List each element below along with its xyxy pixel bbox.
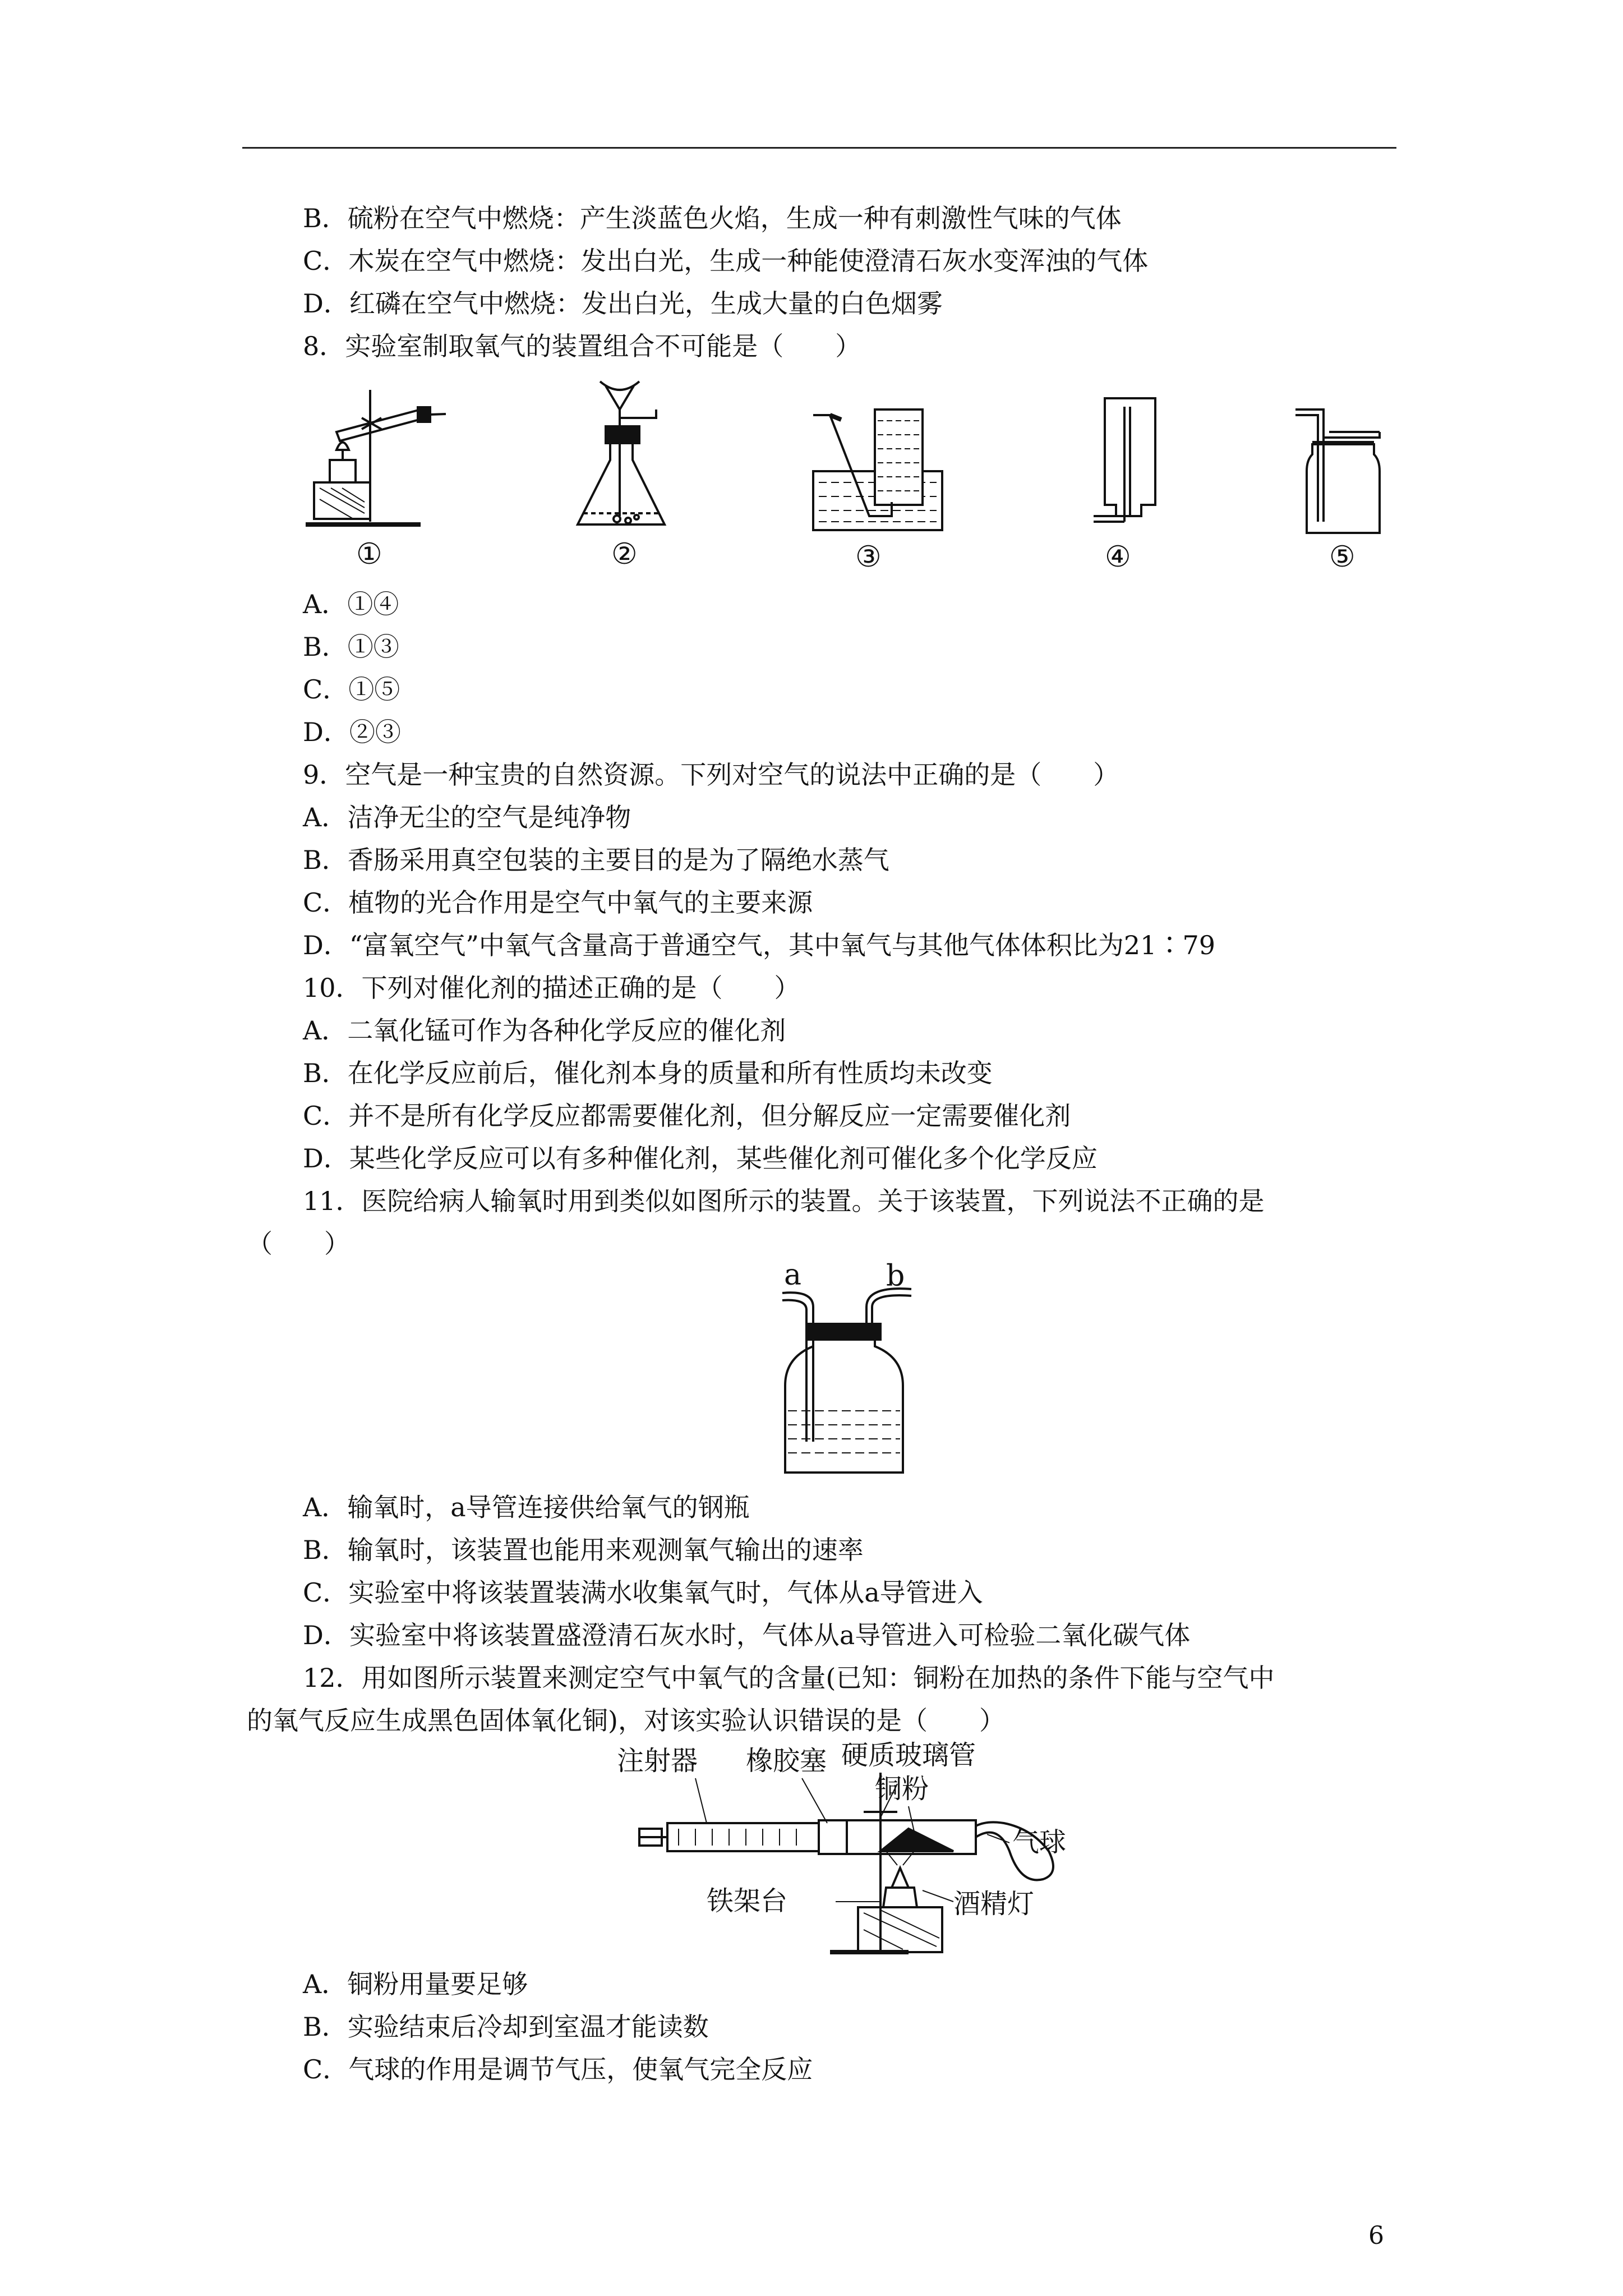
- q9-stem: 9．空气是一种宝贵的自然资源。下列对空气的说法中正确的是（ ）: [303, 760, 1119, 790]
- q12-option-b: B．实验结束后冷却到室温才能读数: [303, 2012, 709, 2042]
- q7-option-c: C．木炭在空气中燃烧：发出白光，生成一种能使澄清石灰水变浑浊的气体: [303, 246, 1149, 276]
- apparatus-4-label: ④: [1105, 540, 1131, 574]
- q11-option-a: A．输氧时，a导管连接供给氧气的钢瓶: [303, 1492, 750, 1522]
- q7-option-d: D．红磷在空气中燃烧：发出白光，生成大量的白色烟雾: [303, 288, 943, 319]
- q8-option-d: D．②③: [303, 717, 401, 747]
- q9-option-d: D．“富氧空气”中氧气含量高于普通空气，其中氧气与其他气体体积比为21∶79: [303, 930, 1215, 960]
- apparatus-1-label: ①: [356, 537, 382, 571]
- page-number: 6: [1368, 2221, 1384, 2250]
- apparatus-2-label: ②: [611, 537, 638, 571]
- q12-stopper-label: 橡胶塞: [746, 1745, 827, 1777]
- apparatus-5-figure: [1290, 404, 1396, 574]
- q11-option-b: B．输氧时，该装置也能用来观测氧气输出的速率: [303, 1535, 864, 1565]
- apparatus-3-label: ③: [855, 540, 882, 574]
- apparatus-4-figure: [1082, 393, 1172, 574]
- q11-gas-bottle-figure: [774, 1258, 920, 1481]
- apparatus-3-figure: [808, 404, 948, 574]
- q11-tube-a-label: a: [784, 1258, 802, 1292]
- q10-option-d: D．某些化学反应可以有多种催化剂，某些催化剂可催化多个化学反应: [303, 1143, 1098, 1174]
- q10-stem: 10．下列对催化剂的描述正确的是（ ）: [303, 973, 800, 1003]
- apparatus-1-figure: [303, 387, 449, 571]
- q8-option-c: C．①⑤: [303, 674, 400, 705]
- q12-syringe-label: 注射器: [617, 1745, 698, 1777]
- header-rule: [242, 147, 1396, 149]
- q12-option-a: A．铜粉用量要足够: [303, 1969, 528, 1999]
- q11-stem-line2: （ ）: [247, 1228, 350, 1259]
- q11-option-d: D．实验室中将该装置盛澄清石灰水时，气体从a导管进入可检验二氧化碳气体: [303, 1620, 1191, 1650]
- apparatus-5-label: ⑤: [1329, 540, 1355, 574]
- q10-option-b: B．在化学反应前后，催化剂本身的质量和所有性质均未改变: [303, 1058, 993, 1088]
- q12-copper-powder-label: 铜粉: [875, 1773, 929, 1805]
- q9-option-b: B．香肠采用真空包装的主要目的是为了隔绝水蒸气: [303, 845, 889, 875]
- q10-option-c: C．并不是所有化学反应都需要催化剂，但分解反应一定需要催化剂: [303, 1101, 1071, 1131]
- q12-copper-oxygen-apparatus-figure: [617, 1739, 1099, 1963]
- q8-stem: 8．实验室制取氧气的装置组合不可能是（ ）: [303, 331, 861, 361]
- q12-stem-line1: 12．用如图所示装置来测定空气中氧气的含量(已知：铜粉在加热的条件下能与空气中: [303, 1663, 1275, 1693]
- q8-option-a: A．①④: [303, 589, 399, 619]
- q12-glass-tube-label: 硬质玻璃管: [841, 1740, 976, 1771]
- q12-balloon-label: 气球: [1012, 1826, 1067, 1858]
- q7-option-b: B．硫粉在空气中燃烧：产生淡蓝色火焰，生成一种有刺激性气味的气体: [303, 203, 1122, 233]
- q9-option-c: C．植物的光合作用是空气中氧气的主要来源: [303, 887, 813, 918]
- q11-option-c: C．实验室中将该装置装满水收集氧气时，气体从a导管进入: [303, 1577, 983, 1608]
- q12-option-c: C．气球的作用是调节气压，使氧气完全反应: [303, 2054, 813, 2085]
- q8-option-b: B．①③: [303, 632, 399, 662]
- q11-tube-b-label: b: [886, 1259, 905, 1293]
- q12-stem-line2: 的氧气反应生成黑色固体氧化铜)，对该实验认识错误的是（ ）: [247, 1705, 1005, 1736]
- q12-alcohol-lamp-label: 酒精灯: [953, 1888, 1035, 1920]
- q10-option-a: A．二氧化锰可作为各种化学反应的催化剂: [303, 1015, 786, 1046]
- q12-stand-label: 铁架台: [707, 1885, 788, 1917]
- apparatus-2-figure: [566, 376, 695, 571]
- q9-option-a: A．洁净无尘的空气是纯净物: [303, 802, 631, 832]
- q11-stem-line1: 11．医院给病人输氧时用到类似如图所示的装置。关于该装置，下列说法不正确的是: [303, 1186, 1265, 1216]
